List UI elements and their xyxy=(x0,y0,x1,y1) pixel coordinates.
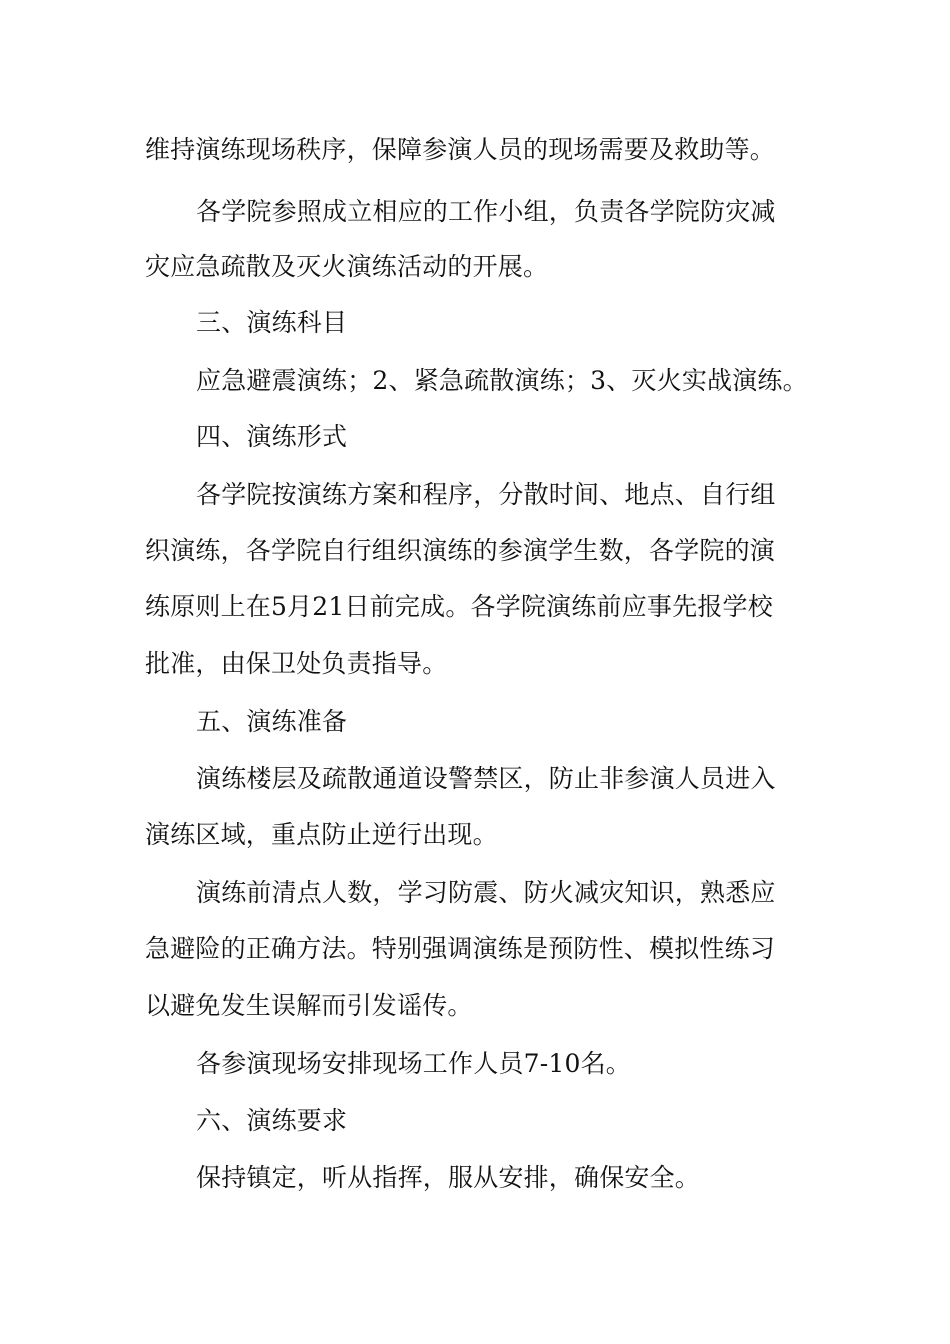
text-line-8: 织演练，各学院自行组织演练的参演学生数，各学院的演 xyxy=(145,536,776,565)
text-line-7: 各学院按演练方案和程序，分散时间、地点、自行组 xyxy=(196,480,776,509)
text-line-14: 演练前清点人数，学习防震、防火减灾知识，熟悉应 xyxy=(196,878,776,907)
section-heading-4: 四、演练形式 xyxy=(196,422,348,451)
text-line-3: 灾应急疏散及灭火演练活动的开展。 xyxy=(145,252,549,281)
text-line-12: 演练楼层及疏散通道设警禁区，防止非参演人员进入 xyxy=(196,764,776,793)
section-heading-5: 五、演练准备 xyxy=(196,707,348,736)
text-line-9: 练原则上在5月21日前完成。各学院演练前应事先报学校 xyxy=(145,592,773,621)
text-line-1: 维持演练现场秩序，保障参演人员的现场需要及救助等。 xyxy=(145,135,776,164)
text-line-10: 批准，由保卫处负责指导。 xyxy=(145,649,448,678)
text-line-17: 各参演现场安排现场工作人员7-10名。 xyxy=(196,1049,631,1078)
text-line-15: 急避险的正确方法。特别强调演练是预防性、模拟性练习 xyxy=(145,934,776,963)
text-line-19: 保持镇定，听从指挥，服从安排，确保安全。 xyxy=(196,1163,701,1192)
section-heading-6: 六、演练要求 xyxy=(196,1106,348,1135)
text-line-5: 应急避震演练；2、紧急疏散演练；3、灭火实战演练。 xyxy=(196,366,808,395)
text-line-2: 各学院参照成立相应的工作小组，负责各学院防灾减 xyxy=(196,197,776,226)
text-line-13: 演练区域，重点防止逆行出现。 xyxy=(145,820,498,849)
text-line-16: 以避免发生误解而引发谣传。 xyxy=(145,991,473,1020)
section-heading-3: 三、演练科目 xyxy=(196,308,348,337)
